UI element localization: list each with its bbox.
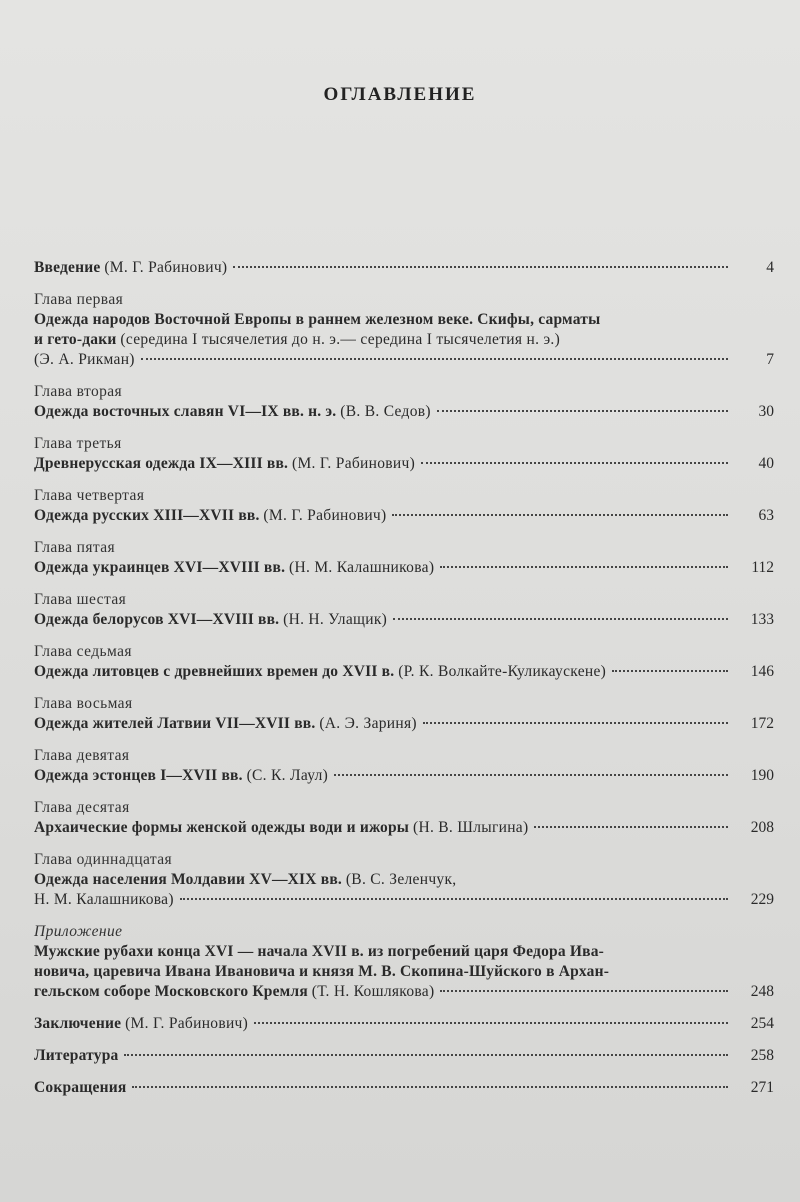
entry-author-line-2: Н. М. Калашникова) bbox=[34, 891, 174, 908]
dot-leader bbox=[254, 1022, 728, 1024]
chapter-label: Глава шестая bbox=[34, 591, 127, 608]
toc-entry-chapter-5 bbox=[34, 538, 774, 578]
toc-entry-chapter-2 bbox=[34, 382, 774, 422]
entry-author: (Н. М. Калашникова) bbox=[289, 559, 435, 576]
appendix-label: Приложение bbox=[34, 923, 123, 940]
entry-title: Одежда русских XIII—XVII вв. bbox=[34, 507, 260, 524]
dot-leader bbox=[124, 1054, 728, 1056]
dot-leader bbox=[141, 358, 728, 360]
toc-entry-chapter-6 bbox=[34, 590, 774, 630]
entry-title: Древнерусская одежда IX—XIII вв. bbox=[34, 455, 289, 472]
entry-author: (А. Э. Зариня) bbox=[319, 715, 417, 732]
dot-leader bbox=[423, 722, 728, 724]
toc-entry-introduction bbox=[34, 258, 774, 278]
page-number: 248 bbox=[750, 983, 774, 1000]
entry-title-line-1: Мужские рубахи конца XVI — начала XVII в. из погребений царя Федора Ива- bbox=[34, 943, 605, 960]
toc-entry-chapter-9 bbox=[34, 746, 774, 786]
dot-leader bbox=[534, 826, 728, 828]
entry-title: Одежда населения Молдавии XV—XIX вв. bbox=[34, 871, 342, 888]
chapter-label: Глава девятая bbox=[34, 747, 130, 764]
dot-leader bbox=[180, 898, 728, 900]
page-number: 63 bbox=[758, 507, 774, 524]
page-number: 112 bbox=[751, 559, 774, 576]
toc-entry-chapter-1 bbox=[34, 290, 774, 370]
entry-author: (Р. К. Волкайте-Куликаускене) bbox=[398, 663, 607, 680]
toc-entry-abbreviations bbox=[34, 1078, 774, 1098]
entry-author: (М. Г. Рабинович) bbox=[263, 507, 387, 524]
dot-leader bbox=[421, 462, 728, 464]
entry-author: (С. К. Лаул) bbox=[246, 767, 329, 784]
chapter-label: Глава пятая bbox=[34, 539, 116, 556]
entry-author: (М. Г. Рабинович) bbox=[104, 259, 228, 276]
dot-leader bbox=[437, 410, 728, 412]
page-number: 30 bbox=[758, 403, 774, 420]
dot-leader bbox=[233, 266, 728, 268]
entry-title: Одежда восточных славян VI—IX вв. н. э. bbox=[34, 403, 337, 420]
page-number: 40 bbox=[758, 455, 774, 472]
toc-entry-chapter-8 bbox=[34, 694, 774, 734]
toc-entry-literature bbox=[34, 1046, 774, 1066]
entry-author: (Т. Н. Кошлякова) bbox=[311, 983, 435, 1000]
entry-title: Заключение bbox=[34, 1015, 122, 1032]
chapter-label: Глава четвертая bbox=[34, 487, 145, 504]
dot-leader bbox=[334, 774, 728, 776]
toc-entry-chapter-4 bbox=[34, 486, 774, 526]
entry-title: Введение bbox=[34, 259, 101, 276]
page-number: 271 bbox=[750, 1079, 774, 1096]
dot-leader bbox=[392, 514, 728, 516]
toc-entry-appendix bbox=[34, 922, 774, 1002]
page-number: 4 bbox=[766, 259, 774, 276]
entry-title: Одежда литовцев с древнейших времен до XVII в. bbox=[34, 663, 395, 680]
dot-leader bbox=[393, 618, 728, 620]
dot-leader bbox=[132, 1086, 728, 1088]
entry-author: (М. Г. Рабинович) bbox=[125, 1015, 249, 1032]
toc-entry-chapter-3 bbox=[34, 434, 774, 474]
page-number: 172 bbox=[750, 715, 774, 732]
chapter-label: Глава седьмая bbox=[34, 643, 132, 660]
entry-author: (В. В. Седов) bbox=[340, 403, 431, 420]
page-number: 208 bbox=[750, 819, 774, 836]
entry-author: (Э. А. Рикман) bbox=[34, 351, 135, 368]
toc-entry-chapter-10 bbox=[34, 798, 774, 838]
chapter-label: Глава первая bbox=[34, 291, 124, 308]
dot-leader bbox=[612, 670, 728, 672]
page-title: ОГЛАВЛЕНИЕ bbox=[323, 84, 477, 105]
entry-author-line-1: (В. С. Зеленчук, bbox=[345, 871, 457, 888]
table-of-contents bbox=[34, 258, 774, 1110]
entry-subtitle: (середина I тысячелетия до н. э.— середина I тысячелетия н. э.) bbox=[120, 331, 561, 348]
entry-title: Одежда жителей Латвии VII—XVII вв. bbox=[34, 715, 316, 732]
entry-title-line-1: Одежда народов Восточной Европы в раннем железном веке. Скифы, сарматы bbox=[34, 311, 601, 328]
dot-leader bbox=[440, 566, 728, 568]
page-number: 133 bbox=[750, 611, 774, 628]
entry-title: Сокращения bbox=[34, 1079, 127, 1096]
toc-entry-chapter-11 bbox=[34, 850, 774, 910]
page-number: 146 bbox=[750, 663, 774, 680]
entry-title: Одежда украинцев XVI—XVIII вв. bbox=[34, 559, 286, 576]
chapter-label: Глава одиннадцатая bbox=[34, 851, 173, 868]
page-number: 229 bbox=[750, 891, 774, 908]
toc-entry-chapter-7 bbox=[34, 642, 774, 682]
chapter-label: Глава восьмая bbox=[34, 695, 133, 712]
page-number: 258 bbox=[750, 1047, 774, 1064]
entry-title: Архаические формы женской одежды води и ижоры bbox=[34, 819, 410, 836]
dot-leader bbox=[440, 990, 728, 992]
chapter-label: Глава десятая bbox=[34, 799, 130, 816]
entry-author: (М. Г. Рабинович) bbox=[292, 455, 416, 472]
chapter-label: Глава вторая bbox=[34, 383, 123, 400]
chapter-label: Глава третья bbox=[34, 435, 122, 452]
entry-author: (Н. В. Шлыгина) bbox=[412, 819, 529, 836]
entry-title-line-2: и гето-даки bbox=[34, 331, 117, 348]
entry-title: Одежда эстонцев I—XVII вв. bbox=[34, 767, 243, 784]
page-number: 254 bbox=[750, 1015, 774, 1032]
page-number: 190 bbox=[750, 767, 774, 784]
toc-entry-conclusion bbox=[34, 1014, 774, 1034]
page-number: 7 bbox=[766, 351, 774, 368]
entry-author: (Н. Н. Улащик) bbox=[283, 611, 388, 628]
entry-title: Одежда белорусов XVI—XVIII вв. bbox=[34, 611, 280, 628]
entry-title: Литература bbox=[34, 1047, 119, 1064]
entry-title-line-3: гельском соборе Московского Кремля bbox=[34, 983, 308, 1000]
entry-title-line-2: новича, царевича Ивана Ивановича и князя М. В. Скопина-Шуйского в Архан- bbox=[34, 963, 610, 980]
